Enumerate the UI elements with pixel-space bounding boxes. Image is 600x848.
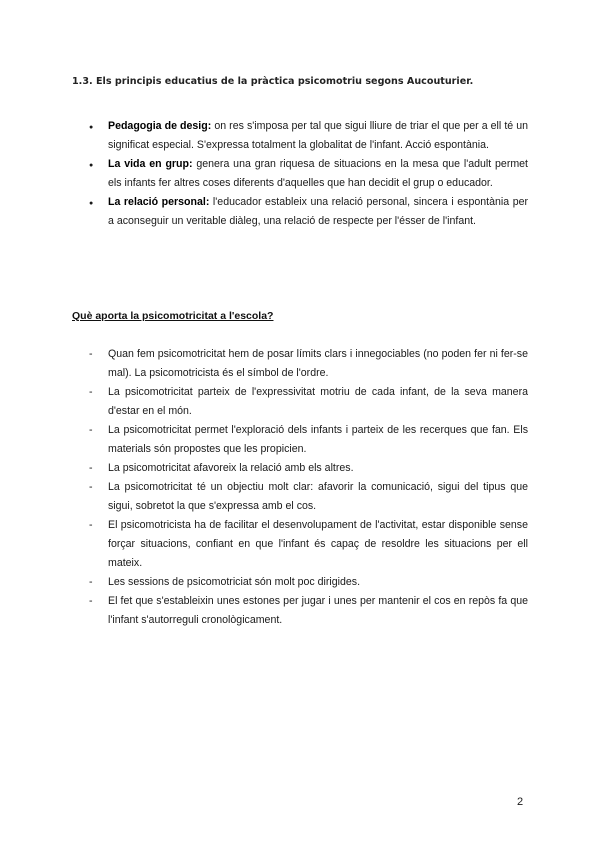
list-item (72, 573, 528, 592)
point-text: Quan fem psicomotricitat hem de posar límits clars i innegociables (no poden fer ni fer-se mal). La psicomotricista és el símbol de l'ordre. (108, 348, 528, 379)
point-text: La psicomotricitat permet l'exploració dels infants i parteix de les recerques que fan. Els materials són propostes que les propicien. (108, 424, 528, 455)
section-heading: 1.3. Els principis educatius de la pràctica psicomotriu segons Aucouturier. (72, 76, 474, 87)
point-text: La psicomotricitat té un objectiu molt clar: afavorir la comunicació, sigui del tipus que sigui, sobretot la que s'expressa amb el cos. (108, 481, 528, 512)
list-item (72, 592, 528, 630)
list-item (72, 478, 528, 516)
term: Pedagogia de desig: (108, 120, 212, 132)
principles-list (72, 117, 528, 231)
dash-icon: - (89, 576, 93, 588)
list-item (72, 421, 528, 459)
bullet-icon: ● (89, 124, 94, 131)
bullet-icon: ● (89, 162, 94, 169)
points-list (72, 345, 528, 630)
term: La vida en grup: (108, 158, 193, 170)
list-item (72, 193, 528, 231)
point-text: Les sessions de psicomotriciat són molt poc dirigides. (108, 576, 361, 588)
dash-icon: - (89, 481, 93, 493)
description: genera una gran riquesa de situacions en la mesa que l'adult permet els infants fer altres coses diferents d'aquelles que han decidit el grup o educador. (108, 158, 529, 189)
section-title: Què aporta la psicomotricitat a l'escola? (72, 310, 274, 322)
dash-icon: - (89, 462, 93, 474)
point-text: El psicomotricista ha de facilitar el desenvolupament de l'activitat, estar disponible sense forçar situacions, confiant en que l'infant és capaç de resoldre les situacions per ell mateix. (108, 519, 528, 569)
list-item (72, 516, 528, 573)
dash-icon: - (89, 386, 93, 398)
term: La relació personal: (108, 196, 210, 208)
point-text: La psicomotricitat parteix de l'expressivitat motriu de cada infant, de la seva manera d'estar en el món. (108, 386, 528, 417)
description: on res s'imposa per tal que sigui lliure de triar el que per a ell té un significat especial. S'expressa totalment la globalitat de l'infant. Acció espontània. (108, 120, 529, 151)
dash-icon: - (89, 424, 93, 436)
list-item (72, 155, 528, 193)
bullet-icon: ● (89, 200, 94, 207)
list-item (72, 117, 528, 155)
point-text: La psicomotricitat afavoreix la relació amb els altres. (108, 462, 354, 474)
list-item (72, 345, 528, 383)
description: l'educador estableix una relació personal, sincera i espontània per a aconseguir un veritable diàleg, una relació de respecte per l'ésser de l'infant. (108, 196, 529, 227)
list-item (72, 459, 528, 478)
page-number: 2 (517, 796, 524, 808)
dash-icon: - (89, 519, 93, 531)
point-text: El fet que s'estableixin unes estones per jugar i unes per mantenir el cos en repòs fa que l'infant s'autorreguli cronològicament. (108, 595, 528, 626)
list-item (72, 383, 528, 421)
dash-icon: - (89, 595, 93, 607)
dash-icon: - (89, 348, 93, 360)
